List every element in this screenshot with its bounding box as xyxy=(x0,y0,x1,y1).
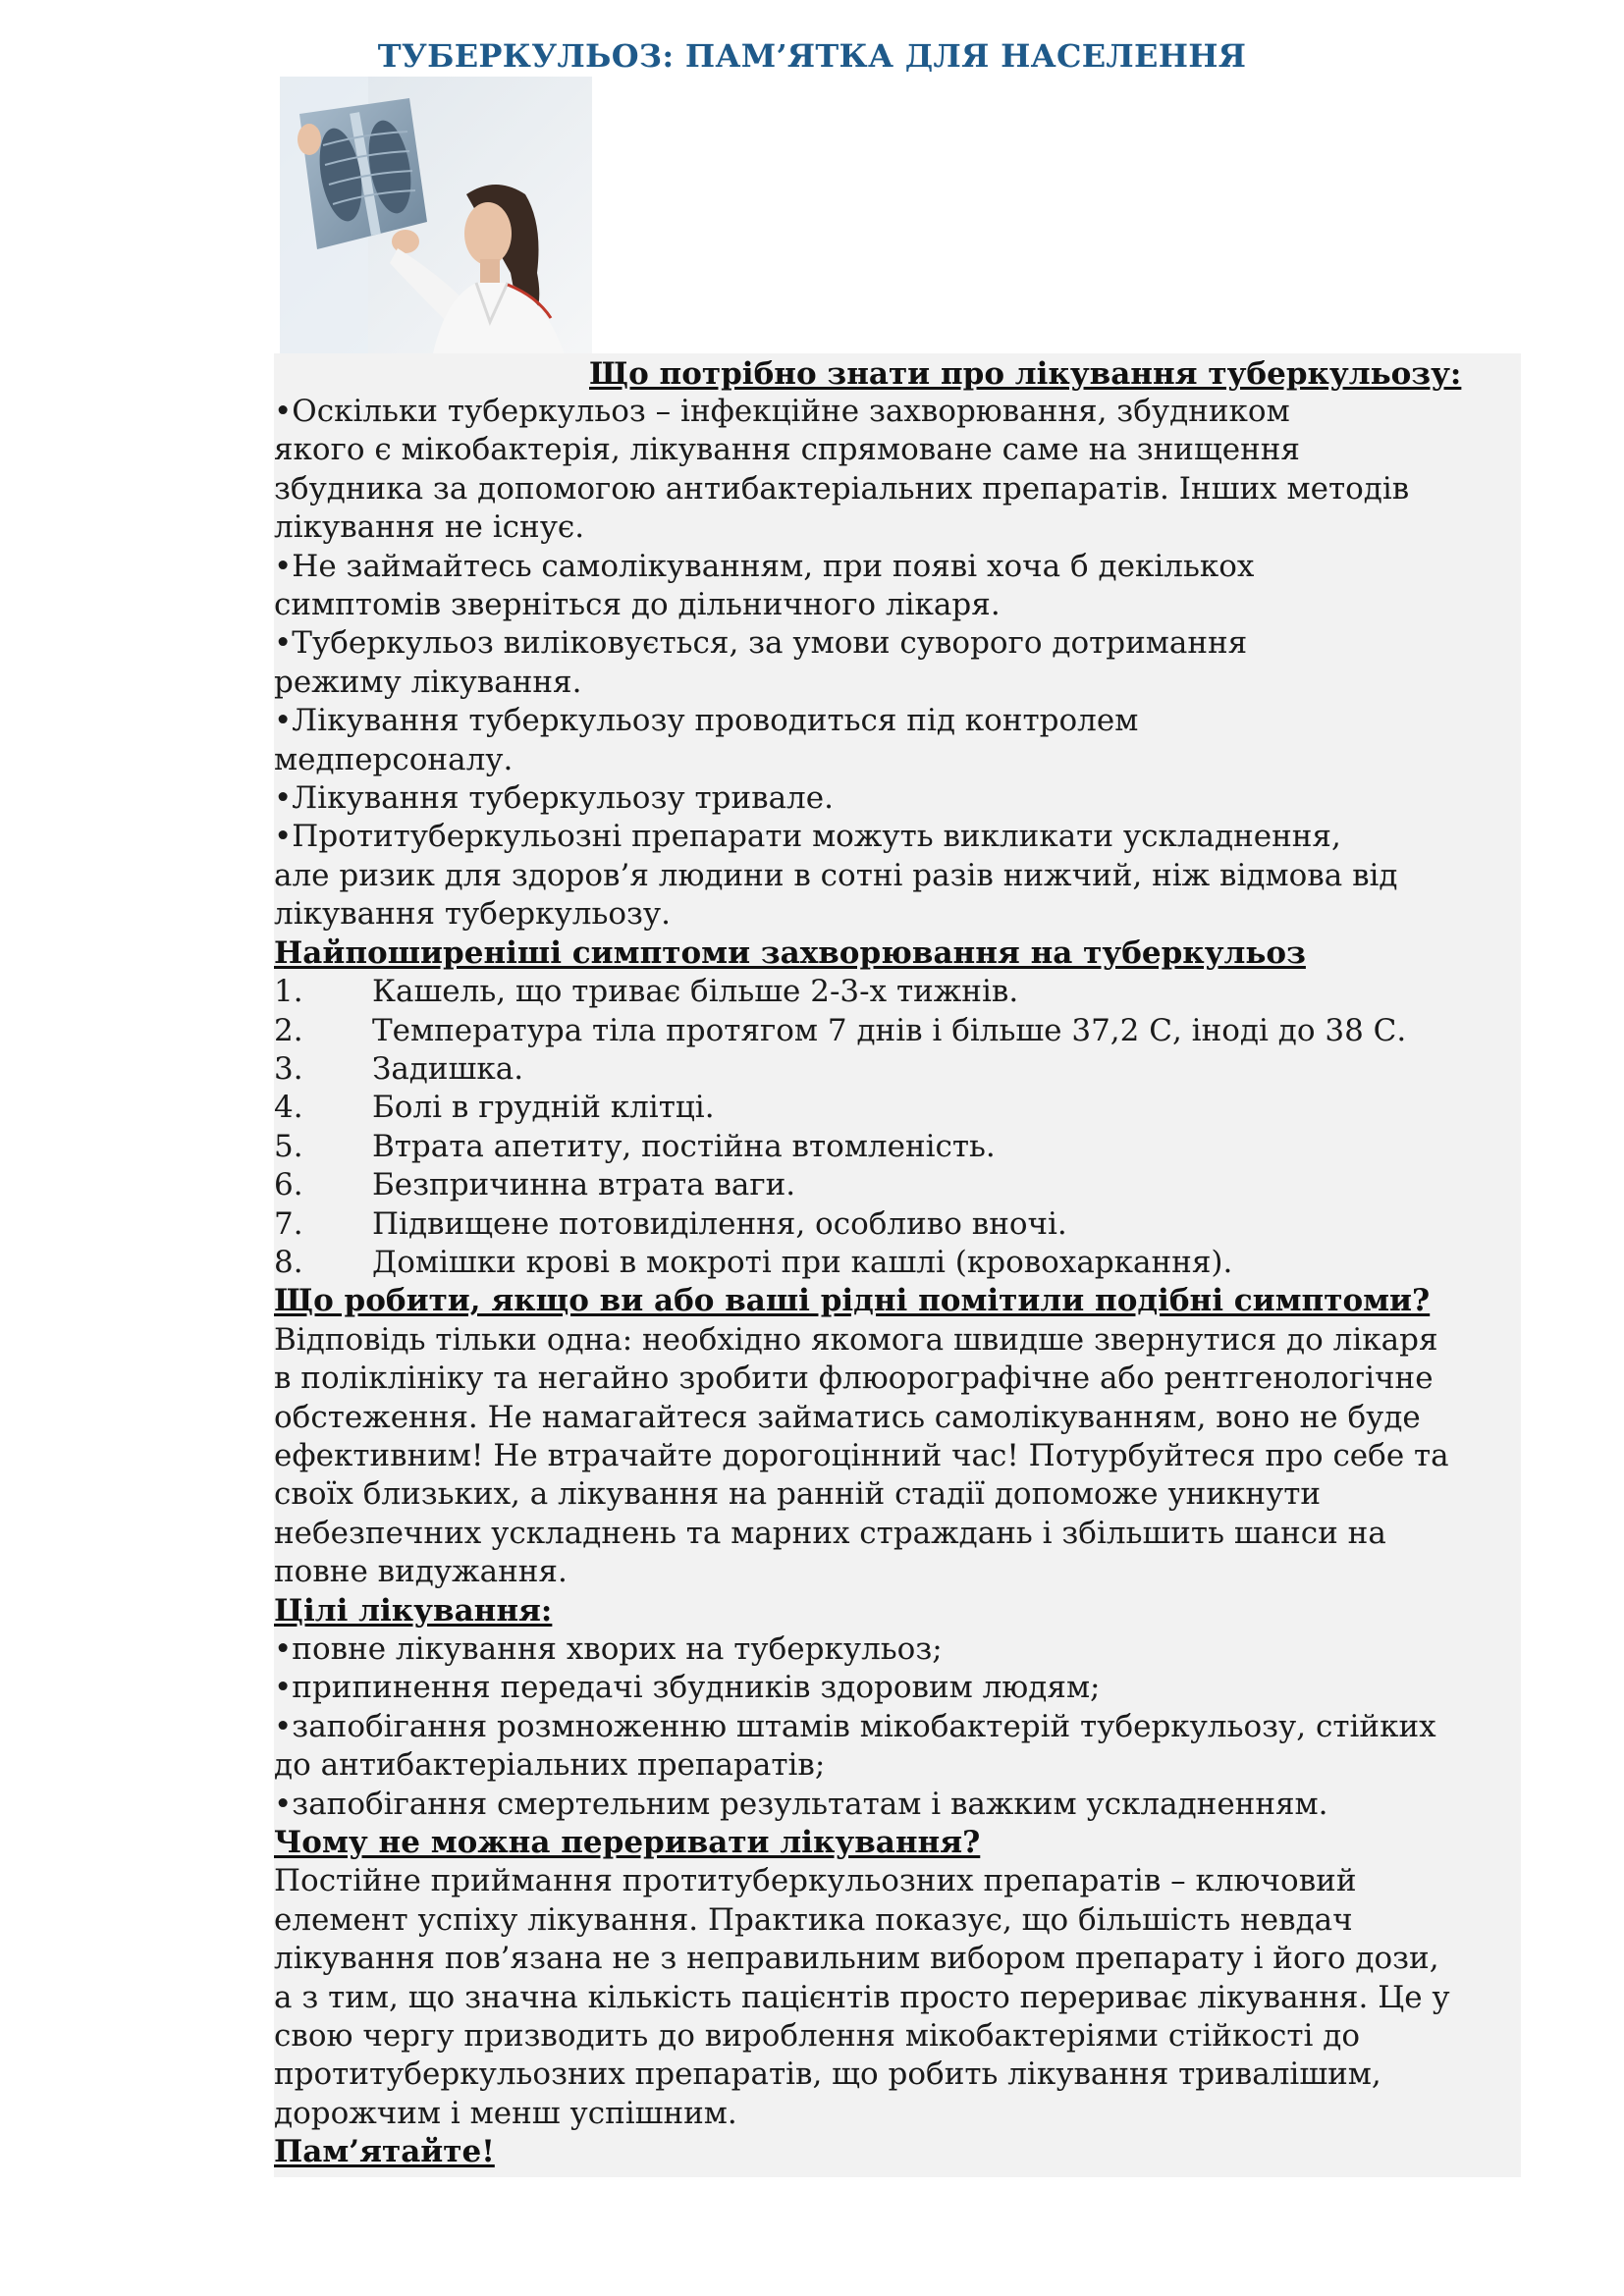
list-item: •Оскільки туберкульоз – інфекційне захворювання, збудником xyxy=(274,394,1290,429)
list-item-cont: лікування не існує. xyxy=(274,509,585,546)
paragraph-line: протитуберкульозних препаратів, що робить лікування тривалішим, xyxy=(274,2056,1381,2093)
symptom-item: 7. Підвищене потовиділення, особливо вночі. xyxy=(274,1205,1067,1242)
goal-item: •запобігання смертельним результатам і важким ускладненням. xyxy=(274,1786,1328,1822)
paragraph-line: ефективним! Не втрачайте дорогоцінний час! Потурбуйтеся про себе та xyxy=(274,1437,1449,1473)
paragraph-line: Постійне приймання протитуберкульозних препаратів – ключовий xyxy=(274,1863,1357,1899)
list-item: •Не займайтесь самолікуванням, при появі хоча б декількох xyxy=(274,548,1255,584)
paragraph-line: повне видужання. xyxy=(274,1554,568,1590)
closing-heading: Пам’ятайте! xyxy=(274,2134,495,2170)
section-heading-goals: Цілі лікування: xyxy=(274,1592,553,1629)
goal-item: •запобігання розмноженню штамів мікобактерій туберкульозу, стійких xyxy=(274,1708,1436,1744)
paragraph-line: свою чергу призводить до вироблення мікобактеріями стійкості до xyxy=(274,2018,1361,2055)
bullet-icon: • xyxy=(274,625,293,662)
goal-item-cont: до антибактеріальних препаратів; xyxy=(274,1747,826,1784)
symptom-item: 6. Безпричинна втрата ваги. xyxy=(274,1167,796,1203)
bullet-icon: • xyxy=(274,703,293,739)
bullet-icon: • xyxy=(274,819,293,855)
list-item: •Туберкульоз виліковується, за умови суворого дотримання xyxy=(274,625,1248,662)
page-title: ТУБЕРКУЛЬОЗ: ПАМ’ЯТКА ДЛЯ НАСЕЛЕННЯ xyxy=(377,37,1247,75)
section-heading-treatment: Що потрібно знати про лікування туберкульозу: xyxy=(589,356,1462,392)
list-item-cont: симптомів зверніться до дільничного лікаря. xyxy=(274,587,1001,623)
goal-item: •припинення передачі збудників здоровим людям; xyxy=(274,1670,1101,1706)
treatment-facts-list xyxy=(274,393,1521,2172)
symptom-item: 8. Домішки крові в мокроті при кашлі (кровохаркання). xyxy=(274,1244,1233,1280)
goal-item: •повне лікування хворих на туберкульоз; xyxy=(274,1631,943,1667)
list-item-cont: медперсоналу. xyxy=(274,741,514,777)
symptom-item: 2. Температура тіла протягом 7 днів і більше 37,2 С, іноді до 38 С. xyxy=(274,1012,1407,1048)
list-item: •Лікування туберкульозу проводиться під контролем xyxy=(274,703,1139,739)
bullet-icon: • xyxy=(274,780,293,817)
symptom-item: 4. Болі в грудній клітці. xyxy=(274,1090,715,1126)
section-heading-why-not-interrupt: Чому не можна переривати лікування? xyxy=(274,1825,981,1861)
paragraph-line: елемент успіху лікування. Практика показує, що більшість невдач xyxy=(274,1901,1353,1938)
symptom-item: 5. Втрата апетиту, постійна втомленість. xyxy=(274,1128,996,1164)
bullet-icon: • xyxy=(274,548,293,584)
section-heading-symptoms: Найпоширеніші симптоми захворювання на туберкульоз xyxy=(274,934,1306,971)
paragraph-line: в поліклініку та негайно зробити флюорографічне або рентгенологічне xyxy=(274,1361,1434,1397)
symptom-item: 1. Кашель, що триває більше 2-3-х тижнів. xyxy=(274,974,1019,1010)
paragraph-line: а з тим, що значна кількість пацієнтів просто перериває лікування. Це у xyxy=(274,1979,1450,2015)
paragraph-line: небезпечних ускладнень та марних страждань і збільшить шанси на xyxy=(274,1515,1386,1551)
bullet-icon: • xyxy=(274,394,293,429)
list-item-cont: але ризик для здоров’я людини в сотні разів нижчий, ніж відмова від xyxy=(274,857,1398,893)
list-item-cont: збудника за допомогою антибактеріальних препаратів. Інших методів xyxy=(274,470,1410,507)
paragraph-line: обстеження. Не намагайтеся займатись самолікуванням, воно не буде xyxy=(274,1399,1421,1435)
symptom-item: 3. Задишка. xyxy=(274,1050,524,1087)
list-item-cont: якого є мікобактерія, лікування спрямоване саме на знищення xyxy=(274,432,1300,468)
list-item: •Протитуберкульозні препарати можуть викликати ускладнення, xyxy=(274,819,1341,855)
list-item-cont: режиму лікування. xyxy=(274,664,582,700)
list-item-cont: лікування туберкульозу. xyxy=(274,896,671,933)
section-heading-what-to-do: Що робити, якщо ви або ваші рідні помітили подібні симптоми? xyxy=(274,1283,1431,1319)
paragraph-line: дорожчим і менш успішним. xyxy=(274,2095,737,2131)
paragraph-line: лікування пов’язана не з неправильним вибором препарату і його дози, xyxy=(274,1941,1439,1977)
list-item: •Лікування туберкульозу тривале. xyxy=(274,780,834,817)
paragraph-line: своїх близьких, а лікування на ранній стадії допоможе уникнути xyxy=(274,1476,1322,1513)
doctor-xray-photo xyxy=(280,77,592,389)
paragraph-line: Відповідь тільки одна: необхідно якомога швидше звернутися до лікаря xyxy=(274,1321,1438,1358)
